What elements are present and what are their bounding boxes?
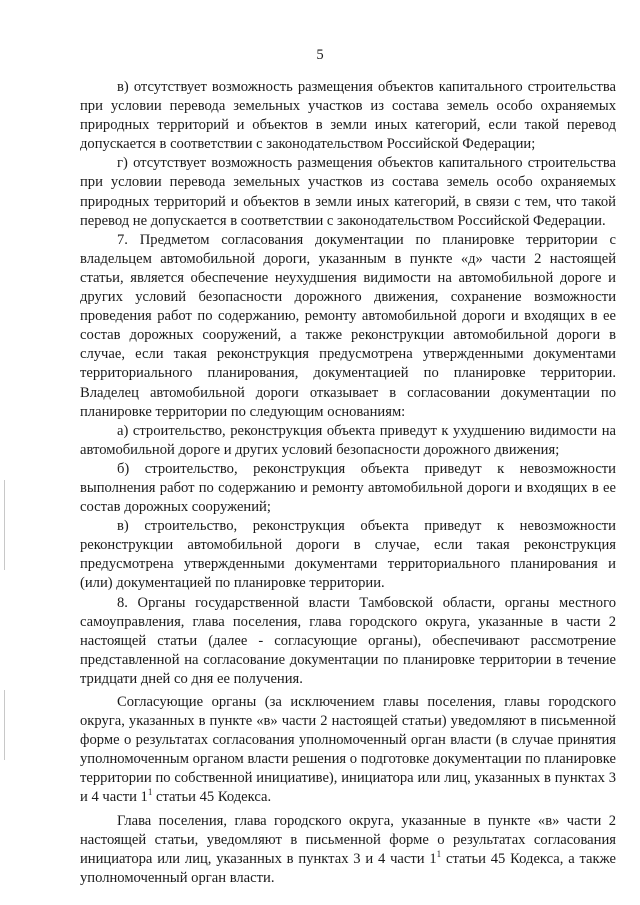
paragraph-notify-head-tail: статьи 45 Кодекса, а также уполномоченный орган власти. — [80, 850, 616, 886]
paragraph-notify-organs — [80, 693, 616, 808]
paragraph-notify-head — [80, 812, 616, 888]
paragraph-subitem-v: в) отсутствует возможность размещения объектов капитального строительства при условии перевода земельных участков из состава земель особо охраняемых природных территорий и объектов в земли иных категорий, если такой перевод допускается в соответствии с законодательством Российской Федерации; — [80, 79, 616, 153]
paragraph-7-subitem-a: а) строительство, реконструкция объекта приведут к ухудшению видимости на автомобильной дороге и других условий безопасности дорожного движения; — [80, 422, 616, 458]
scan-margin-mark — [4, 690, 5, 760]
paragraph-7-subitem-v: в) строительство, реконструкция объекта приведут к невозможности реконструкции автомобильной дороги в случае, если такая реконструкция предусмотрена утвержденными документами территориального планирования и (или) документацией по планировке территории. — [80, 518, 616, 592]
paragraph-8: 8. Органы государственной власти Тамбовской области, органы местного самоуправления, глава поселения, глава городского округа, указанные в части 2 настоящей статьи (далее - согласующие органы), обеспечивают рассмотрение представленной на согласование документации по планировке территории в течение тридцати дней со дня ее получения. — [80, 594, 616, 687]
document-body — [80, 78, 616, 888]
paragraph-notify-head-text: Глава поселения, глава городского округа, указанные в пункте «в» части 2 настоящей статьи, уведомляют в письменной форме о результатах согласования инициатора или лиц, указанных в пунктах 3 и 4 части 1 — [80, 812, 616, 867]
scan-margin-mark — [4, 480, 5, 570]
paragraph-notify-organs-text: Согласующие органы (за исключением главы поселения, главы городского округа, указанных в пункте «в» части 2 настоящей статьи) уведомляют в письменной форме о результатах согласования уполномоченный орган власти (в случае принятия уполномоченным органом власти решения о подготовке документации по планировке территории по собственной инициативе), инициатора или лиц, указанных в пунктах 3 и 4 части 1 — [80, 694, 616, 806]
page-number: 5 — [316, 47, 324, 63]
paragraph-subitem-g: г) отсутствует возможность размещения объектов капитального строительства при условии перевода земельных участков из состава земель особо охраняемых природных территорий и объектов в земли иных категорий, в связи с тем, что такой перевод не допускается в соответствии с законодательством Российской Федерации. — [80, 155, 616, 229]
paragraph-7-subitem-b: б) строительство, реконструкция объекта приведут к невозможности выполнения работ по содержанию и ремонту автомобильной дороги и входящих в ее состав дорожных сооружений; — [80, 460, 616, 516]
paragraph-notify-organs-tail: статьи 45 Кодекса. — [152, 789, 272, 806]
superscript-index: 1 — [147, 787, 153, 798]
paragraph-7: 7. Предметом согласования документации по планировке территории с владельцем автомобильной дороги, указанным в пункте «д» части 2 настоящей статьи, является обеспечение неухудшения видимости на автомобильной дороге и других условий безопасности дорожного движения, сохранение возможности проведения работ по содержанию, ремонту автомобильной дороги и входящих в ее состав дорожных сооружений, а также реконструкции автомобильной дороги в случае, если такая реконструкция предусмотрена утвержденными документами территориального планирования, документацией по планировке территории. Владелец автомобильной дороги отказывает в согласовании документации по планировке территории по следующим основаниям: — [80, 231, 616, 420]
superscript-index: 1 — [436, 848, 442, 859]
